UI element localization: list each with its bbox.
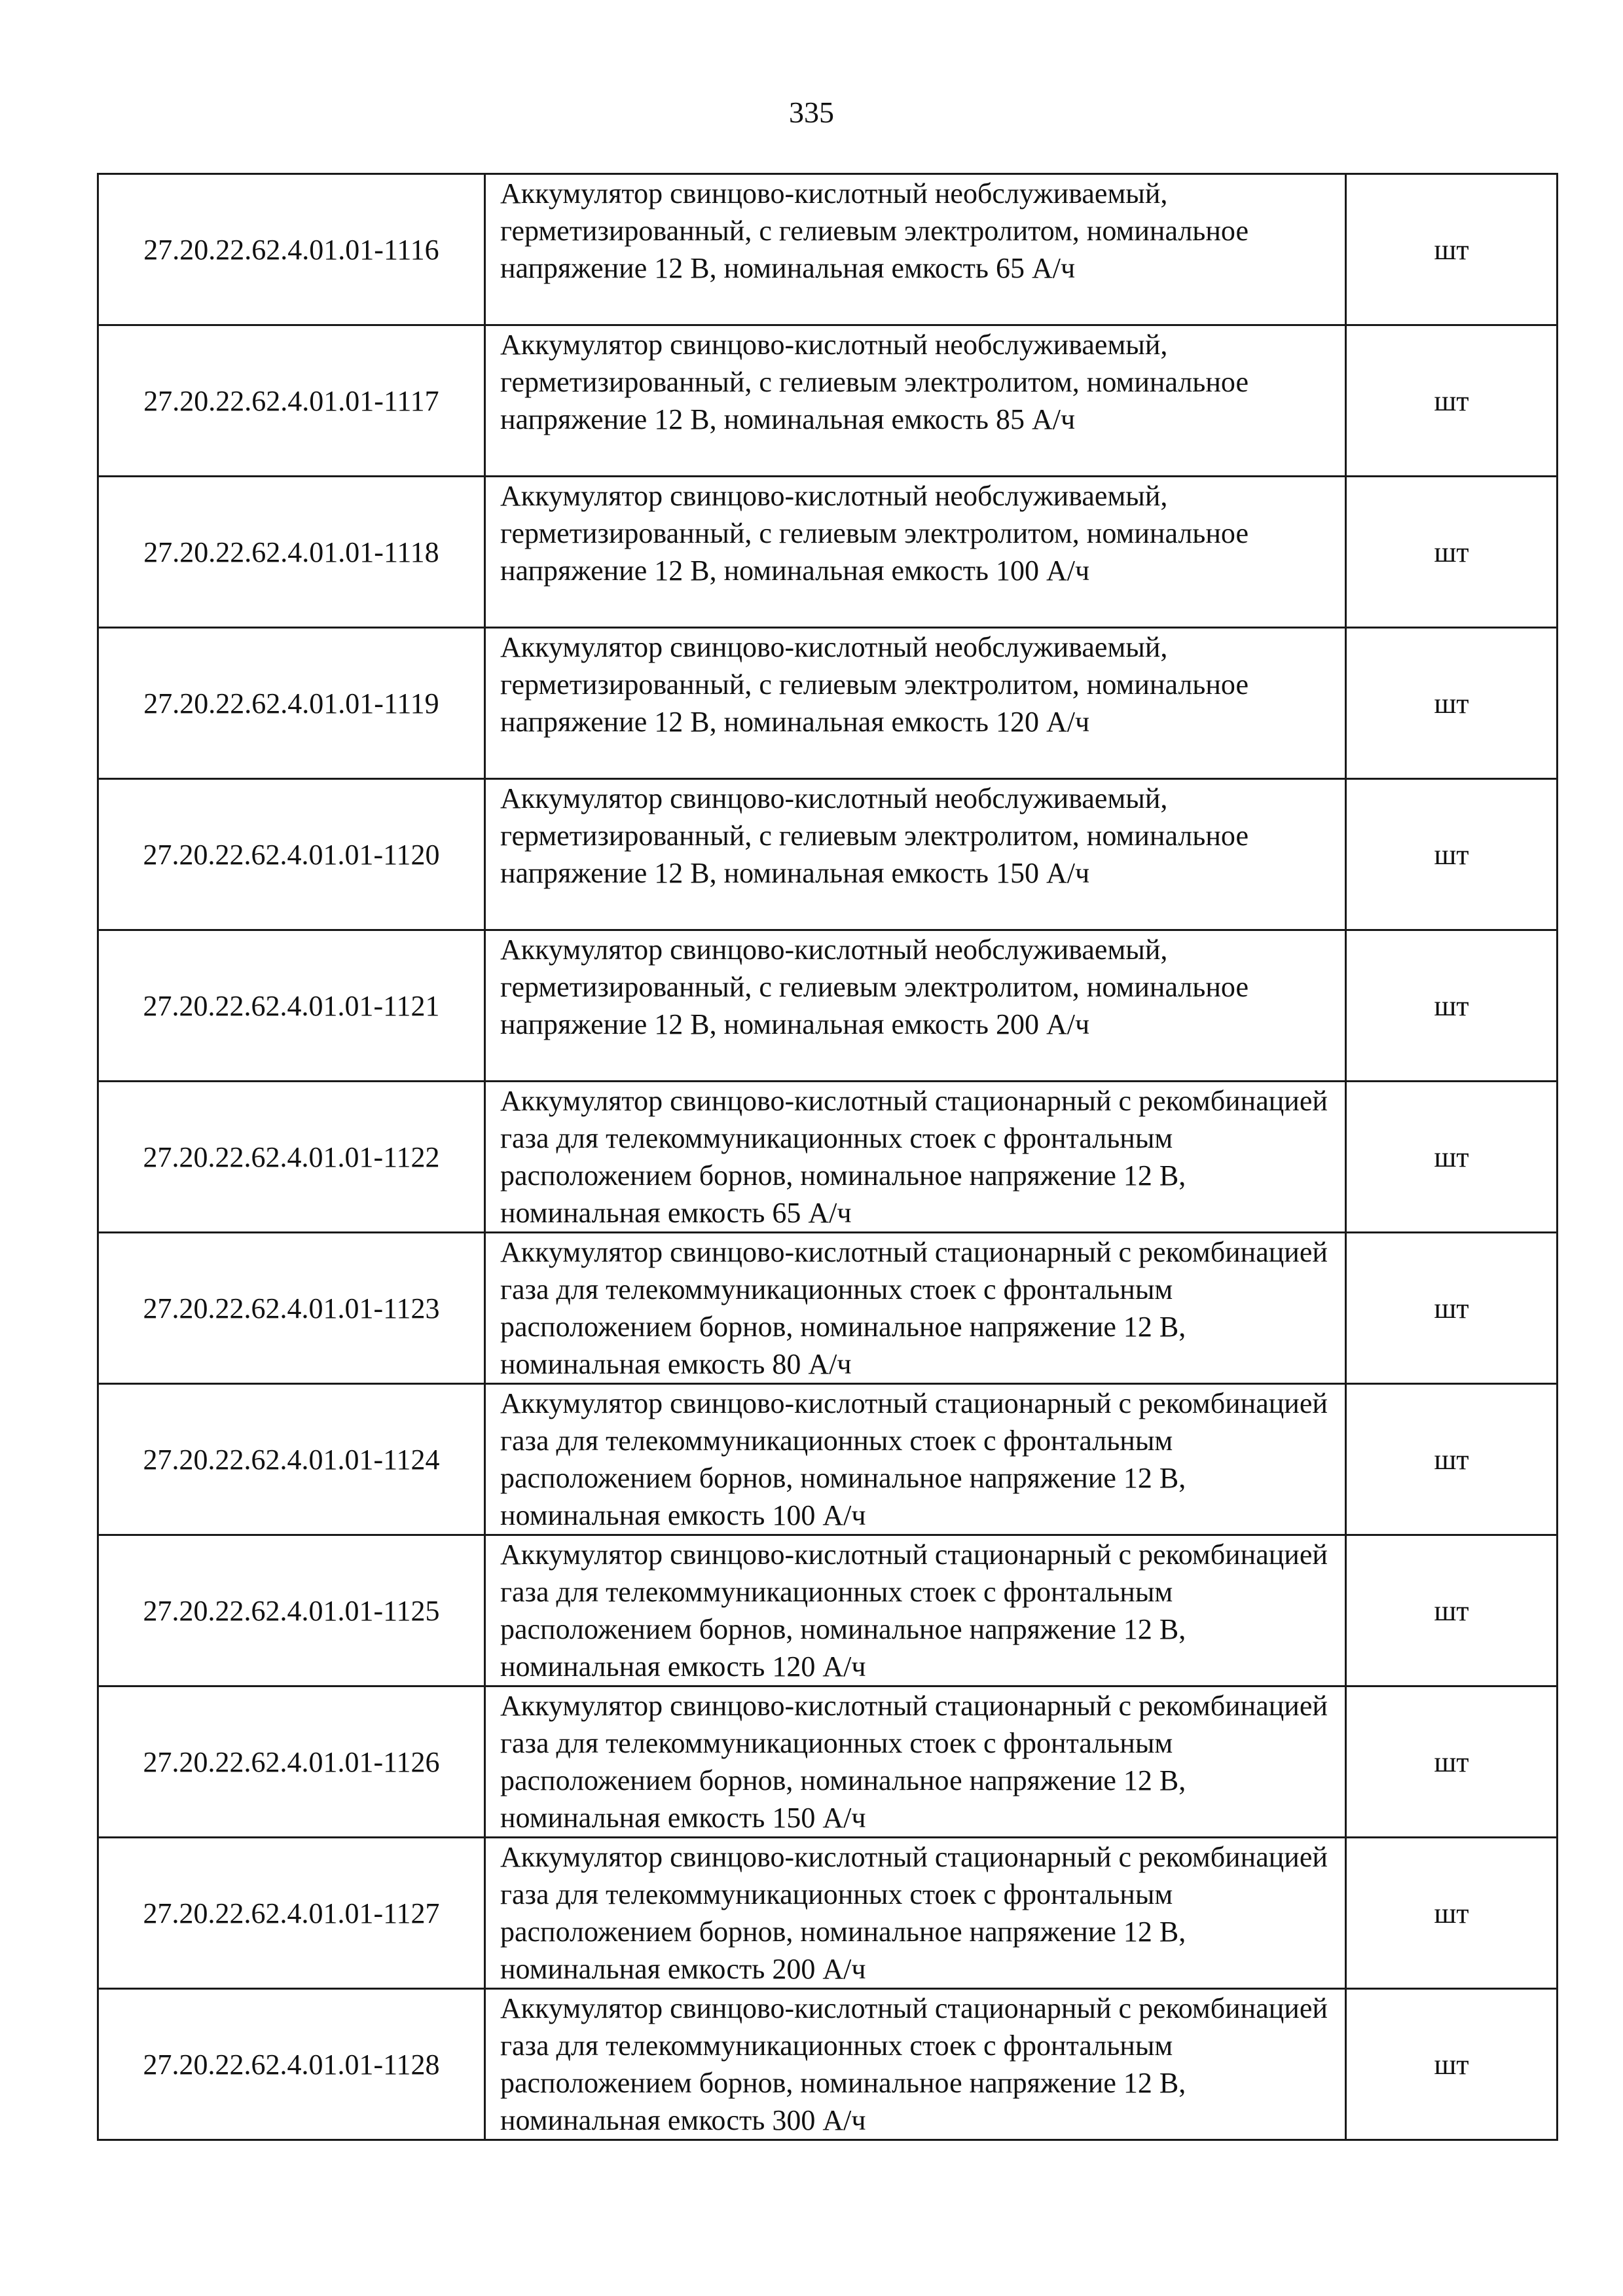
resource-code: 27.20.22.62.4.01.01-1117: [98, 325, 485, 477]
table-row: [98, 628, 1558, 779]
resource-code: 27.20.22.62.4.01.01-1120: [98, 779, 485, 930]
resource-code: 27.20.22.62.4.01.01-1118: [98, 477, 485, 628]
unit-of-measure: шт: [1346, 628, 1558, 779]
unit-of-measure: шт: [1346, 1384, 1558, 1535]
resource-description: Аккумулятор свинцово-кислотный необслуживаемый, герметизированный, с гелиевым электролитом, номинальное напряжение 12 В, номинальная емкость 65 А/ч: [485, 174, 1346, 325]
unit-of-measure: шт: [1346, 779, 1558, 930]
resource-description: Аккумулятор свинцово-кислотный стационарный с рекомбинацией газа для телекоммуникационных стоек с фронтальным расположением борнов, номинальное напряжение 12 В, номинальная емкость 65 А/ч: [485, 1082, 1346, 1233]
resource-code: 27.20.22.62.4.01.01-1124: [98, 1384, 485, 1535]
unit-of-measure: шт: [1346, 1082, 1558, 1233]
resource-code: 27.20.22.62.4.01.01-1125: [98, 1535, 485, 1686]
resource-description: Аккумулятор свинцово-кислотный необслуживаемый, герметизированный, с гелиевым электролитом, номинальное напряжение 12 В, номинальная емкость 85 А/ч: [485, 325, 1346, 477]
resource-description: Аккумулятор свинцово-кислотный стационарный с рекомбинацией газа для телекоммуникационных стоек с фронтальным расположением борнов, номинальное напряжение 12 В, номинальная емкость 100 А/ч: [485, 1384, 1346, 1535]
table-row: [98, 1082, 1558, 1233]
table-row: [98, 930, 1558, 1082]
table-row: [98, 1384, 1558, 1535]
unit-of-measure: шт: [1346, 1535, 1558, 1686]
table-row: [98, 1233, 1558, 1384]
unit-of-measure: шт: [1346, 325, 1558, 477]
resource-code: 27.20.22.62.4.01.01-1122: [98, 1082, 485, 1233]
table-row: [98, 1989, 1558, 2140]
table-row: [98, 1535, 1558, 1686]
unit-of-measure: шт: [1346, 930, 1558, 1082]
table-row: [98, 1686, 1558, 1838]
resource-code: 27.20.22.62.4.01.01-1127: [98, 1838, 485, 1989]
resource-description: Аккумулятор свинцово-кислотный необслуживаемый, герметизированный, с гелиевым электролитом, номинальное напряжение 12 В, номинальная емкость 120 А/ч: [485, 628, 1346, 779]
resource-code: 27.20.22.62.4.01.01-1121: [98, 930, 485, 1082]
table-row: [98, 325, 1558, 477]
page-number: 335: [789, 96, 834, 129]
table-row: [98, 174, 1558, 325]
resource-code: 27.20.22.62.4.01.01-1119: [98, 628, 485, 779]
resource-description: Аккумулятор свинцово-кислотный стационарный с рекомбинацией газа для телекоммуникационных стоек с фронтальным расположением борнов, номинальное напряжение 12 В, номинальная емкость 150 А/ч: [485, 1686, 1346, 1838]
table-row: [98, 1838, 1558, 1989]
resource-description: Аккумулятор свинцово-кислотный стационарный с рекомбинацией газа для телекоммуникационных стоек с фронтальным расположением борнов, номинальное напряжение 12 В, номинальная емкость 80 А/ч: [485, 1233, 1346, 1384]
resource-description: Аккумулятор свинцово-кислотный стационарный с рекомбинацией газа для телекоммуникационных стоек с фронтальным расположением борнов, номинальное напряжение 12 В, номинальная емкость 120 А/ч: [485, 1535, 1346, 1686]
unit-of-measure: шт: [1346, 1989, 1558, 2140]
resource-description: Аккумулятор свинцово-кислотный необслуживаемый, герметизированный, с гелиевым электролитом, номинальное напряжение 12 В, номинальная емкость 200 А/ч: [485, 930, 1346, 1082]
table-row: [98, 779, 1558, 930]
unit-of-measure: шт: [1346, 174, 1558, 325]
unit-of-measure: шт: [1346, 1233, 1558, 1384]
unit-of-measure: шт: [1346, 1838, 1558, 1989]
unit-of-measure: шт: [1346, 1686, 1558, 1838]
resource-code: 27.20.22.62.4.01.01-1128: [98, 1989, 485, 2140]
resource-description: Аккумулятор свинцово-кислотный необслуживаемый, герметизированный, с гелиевым электролитом, номинальное напряжение 12 В, номинальная емкость 100 А/ч: [485, 477, 1346, 628]
table-row: [98, 477, 1558, 628]
resource-code: 27.20.22.62.4.01.01-1116: [98, 174, 485, 325]
resource-description: Аккумулятор свинцово-кислотный необслуживаемый, герметизированный, с гелиевым электролитом, номинальное напряжение 12 В, номинальная емкость 150 А/ч: [485, 779, 1346, 930]
resource-description: Аккумулятор свинцово-кислотный стационарный с рекомбинацией газа для телекоммуникационных стоек с фронтальным расположением борнов, номинальное напряжение 12 В, номинальная емкость 200 А/ч: [485, 1838, 1346, 1989]
resource-code: 27.20.22.62.4.01.01-1123: [98, 1233, 485, 1384]
resource-table: [97, 173, 1558, 2141]
resource-table-body: [98, 174, 1558, 2140]
resource-code: 27.20.22.62.4.01.01-1126: [98, 1686, 485, 1838]
unit-of-measure: шт: [1346, 477, 1558, 628]
resource-description: Аккумулятор свинцово-кислотный стационарный с рекомбинацией газа для телекоммуникационных стоек с фронтальным расположением борнов, номинальное напряжение 12 В, номинальная емкость 300 А/ч: [485, 1989, 1346, 2140]
